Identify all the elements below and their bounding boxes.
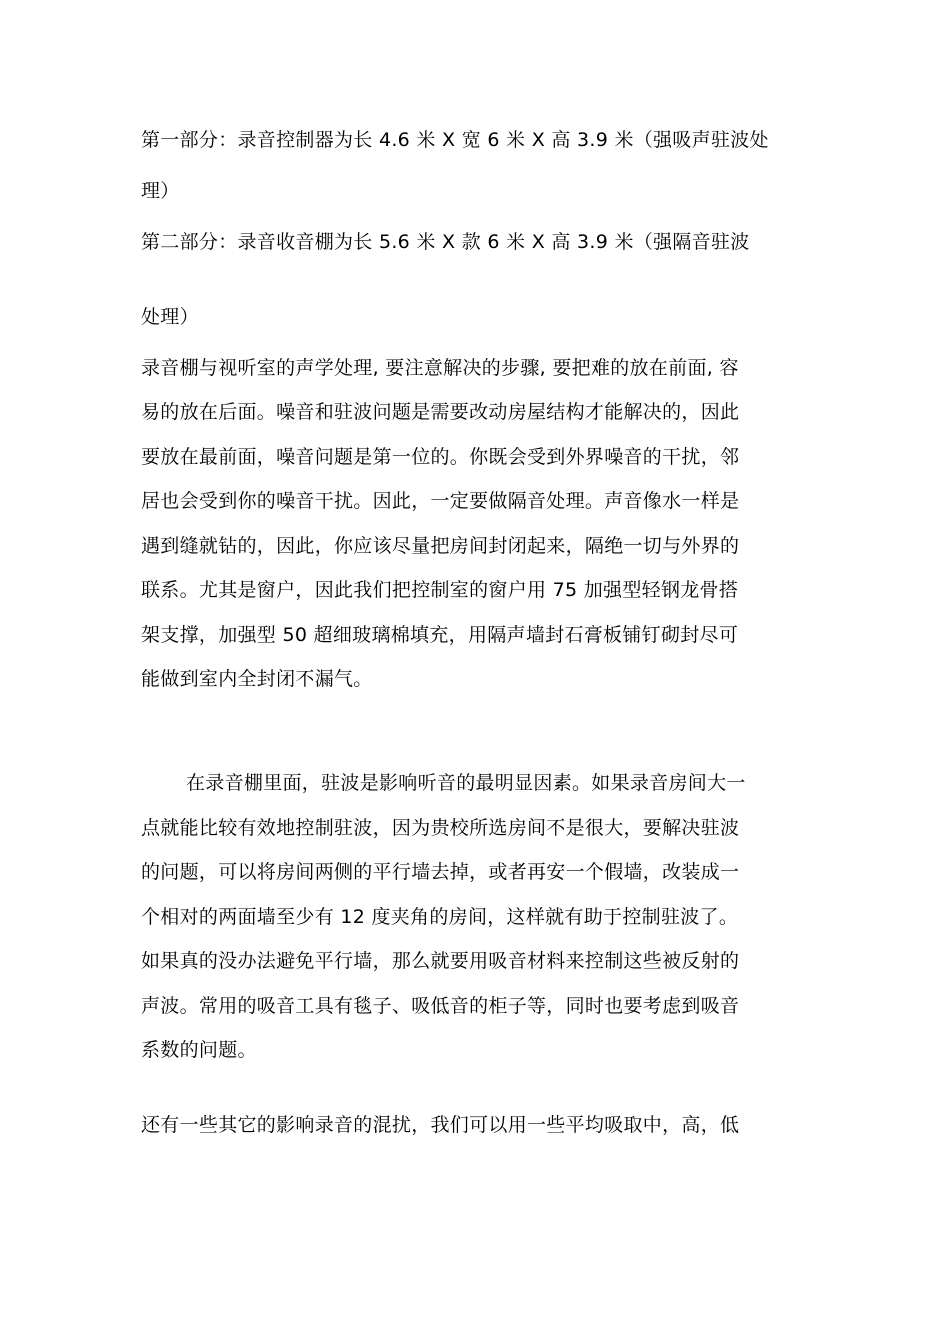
text-line: 理） xyxy=(141,180,180,202)
text-line: 第一部分：录音控制器为长 4.6 米 X 宽 6 米 X 高 3.9 米（强吸声驻波处 xyxy=(141,129,769,151)
text-line: 还有一些其它的影响录音的混扰，我们可以用一些平均吸取中，高，低 xyxy=(141,1114,740,1136)
text-line: 在录音棚里面，驻波是影响听音的最明显因素。如果录音房间大一 xyxy=(186,772,746,794)
text-line: 如果真的没办法避免平行墙，那么就要用吸音材料来控制这些被反射的 xyxy=(141,950,740,972)
text-line: 能做到室内全封闭不漏气。 xyxy=(141,668,373,690)
text-line: 遇到缝就钻的，因此，你应该尽量把房间封闭起来，隔绝一切与外界的 xyxy=(141,535,740,557)
text-line: 录音棚与视听室的声学处理, 要注意解决的步骤, 要把难的放在前面, 容 xyxy=(141,357,739,379)
text-line: 第二部分：录音收音棚为长 5.6 米 X 款 6 米 X 高 3.9 米（强隔音驻波 xyxy=(141,231,750,253)
text-line: 易的放在后面。噪音和驻波问题是需要改动房屋结构才能解决的，因此 xyxy=(141,401,740,423)
text-line: 要放在最前面，噪音问题是第一位的。你既会受到外界噪音的干扰，邻 xyxy=(141,446,740,468)
text-line: 处理） xyxy=(141,306,199,328)
text-line: 居也会受到你的噪音干扰。因此，一定要做隔音处理。声音像水一样是 xyxy=(141,490,740,512)
text-line: 系数的问题。 xyxy=(141,1039,257,1061)
text-line: 个相对的两面墙至少有 12 度夹角的房间，这样就有助于控制驻波了。 xyxy=(141,906,739,928)
text-line: 声波。常用的吸音工具有毯子、吸低音的柜子等，同时也要考虑到吸音 xyxy=(141,995,740,1017)
text-line: 的问题，可以将房间两侧的平行墙去掉，或者再安一个假墙，改装成一 xyxy=(141,861,740,883)
text-line: 点就能比较有效地控制驻波，因为贵校所选房间不是很大，要解决驻波 xyxy=(141,817,740,839)
text-line: 架支撑，加强型 50 超细玻璃棉填充，用隔声墙封石膏板铺钉砌封尽可 xyxy=(141,624,739,646)
text-line: 联系。尤其是窗户，因此我们把控制室的窗户用 75 加强型轻钢龙骨搭 xyxy=(141,579,739,601)
